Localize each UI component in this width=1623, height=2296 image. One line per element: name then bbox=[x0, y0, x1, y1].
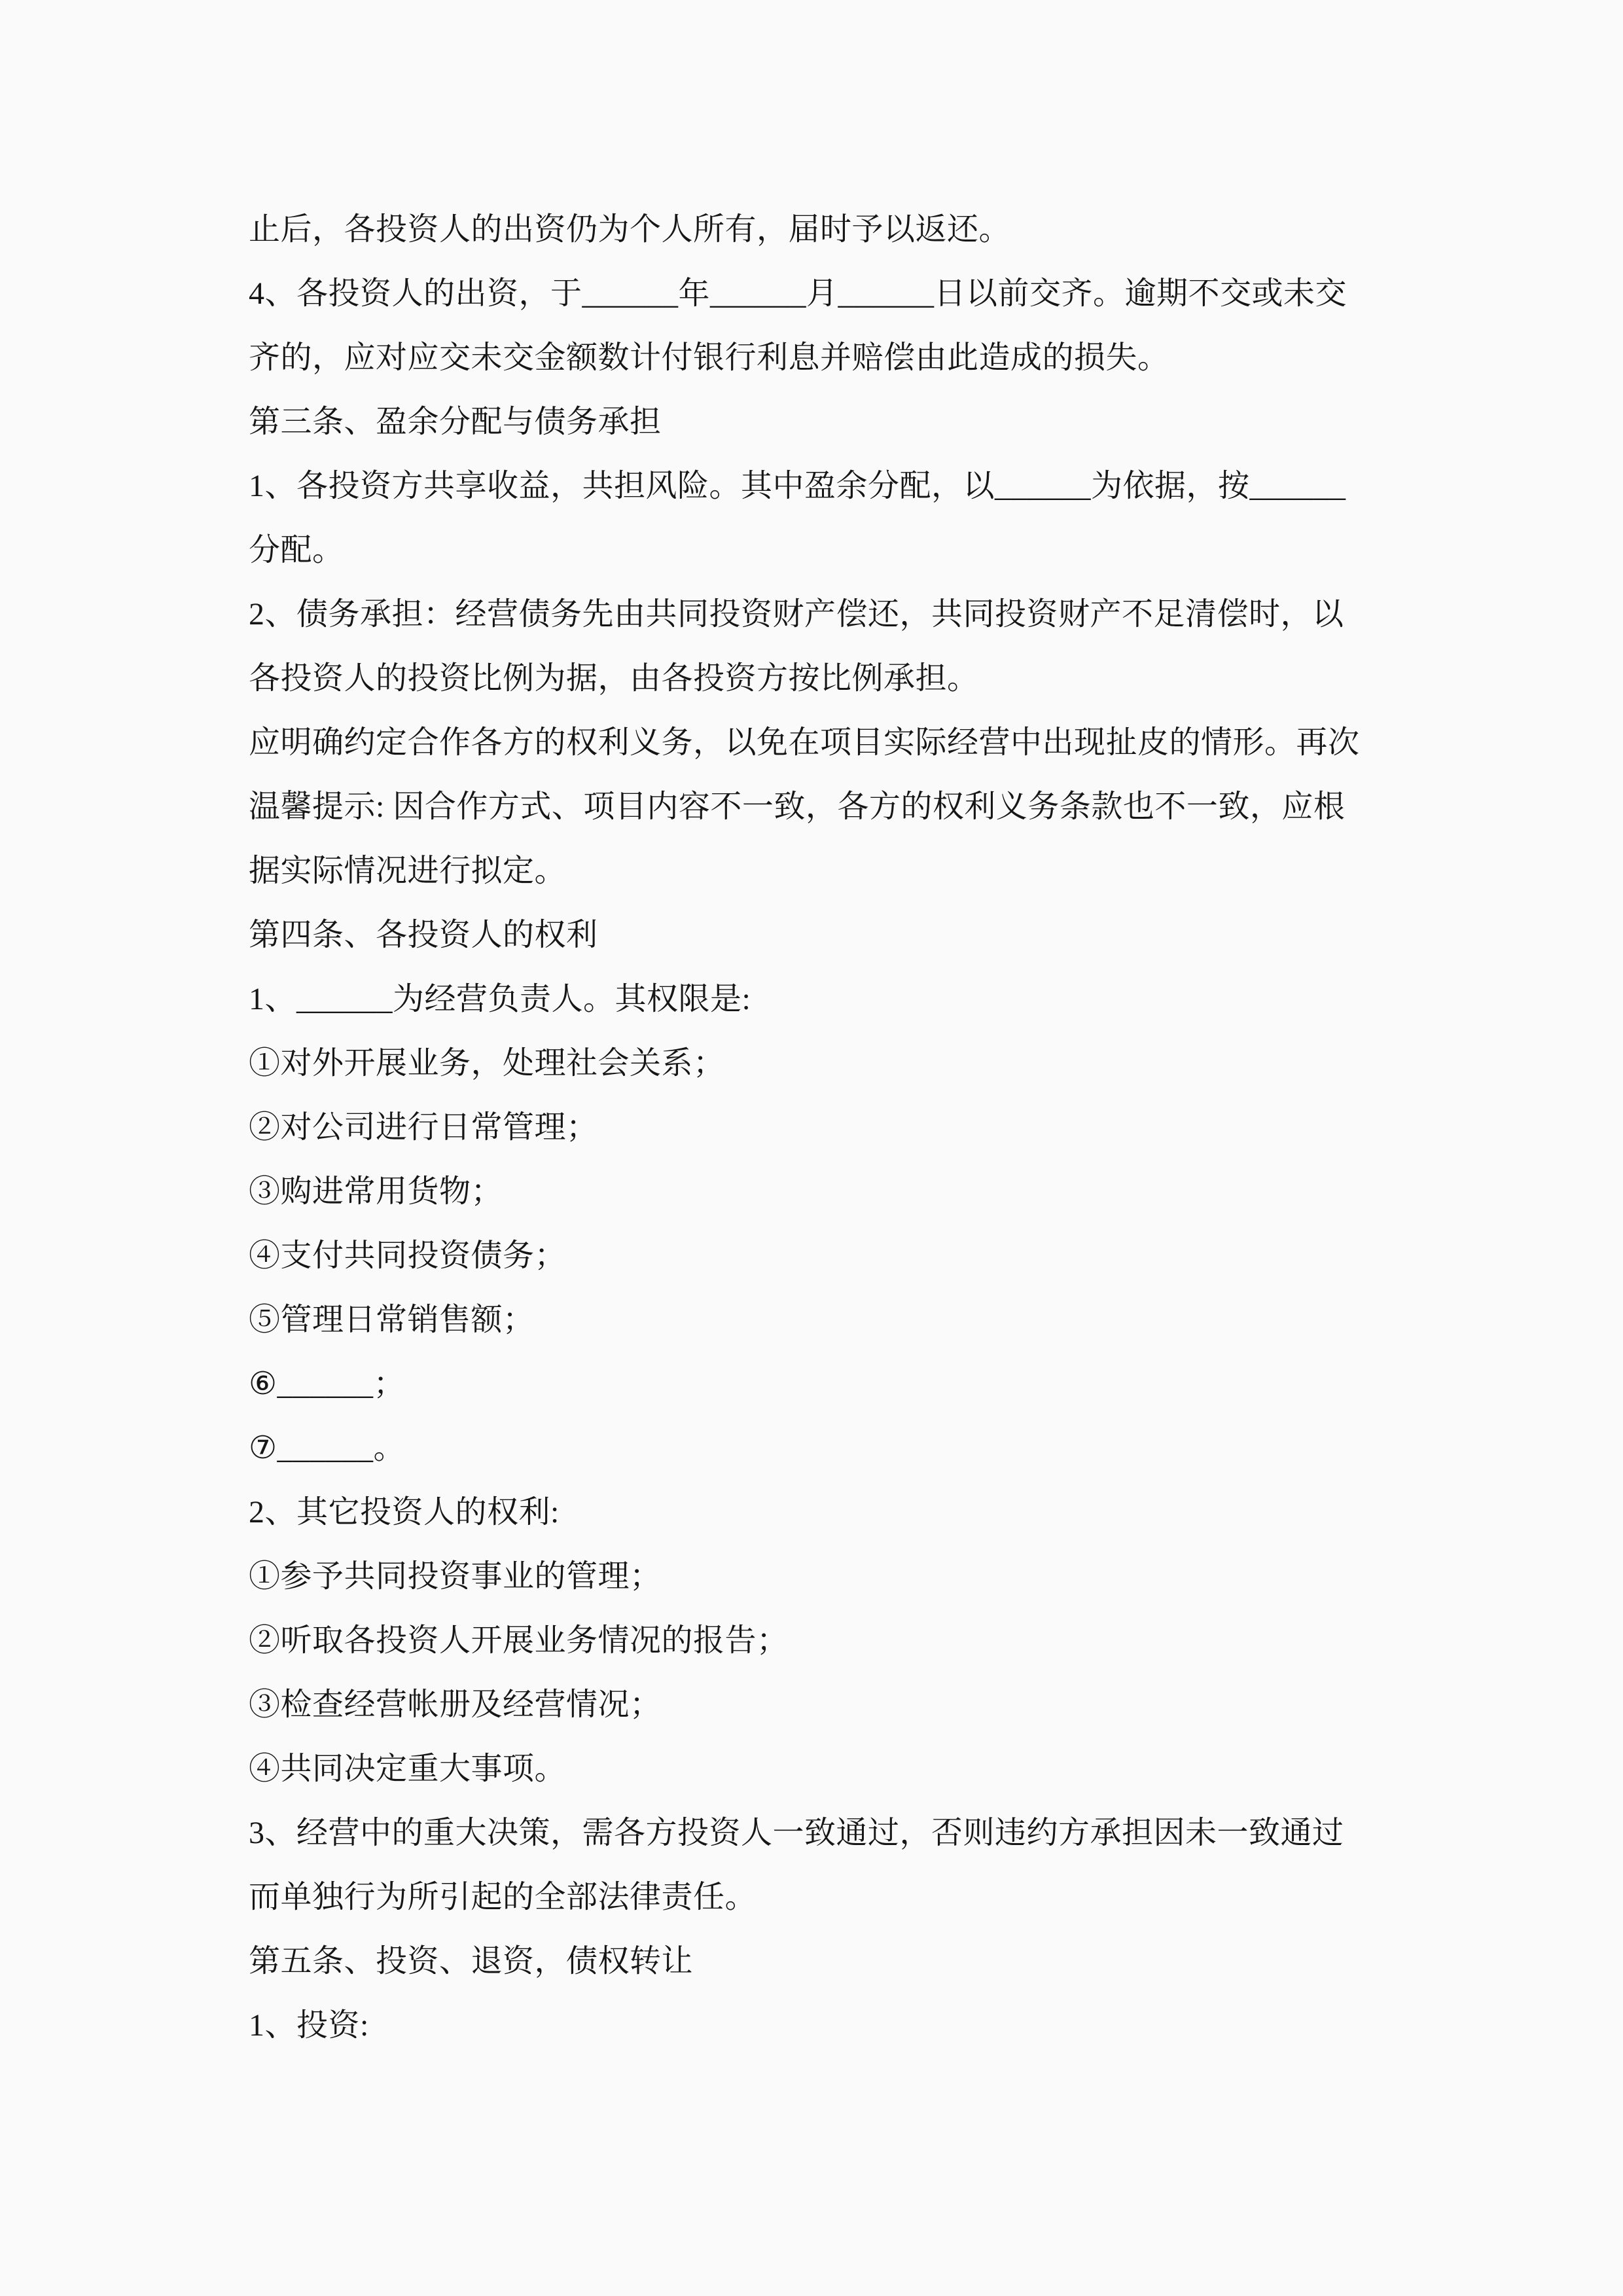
text-line: 据实际情况进行拟定。 bbox=[249, 853, 567, 888]
text-line: 1、投资: bbox=[249, 2008, 369, 2043]
text-line: 齐的，应对应交未交金额数计付银行利息并赔偿由此造成的损失。 bbox=[249, 340, 1169, 375]
list-item: ⑤管理日常销售额； bbox=[249, 1302, 535, 1337]
list-item: ①对外开展业务，处理社会关系； bbox=[249, 1046, 725, 1081]
text-line: 而单独行为所引起的全部法律责任。 bbox=[249, 1880, 757, 1914]
list-item: ②对公司进行日常管理； bbox=[249, 1110, 598, 1145]
list-item: ⑦______。 bbox=[249, 1431, 406, 1465]
section-heading: 第五条、投资、退资，债权转让 bbox=[249, 1944, 694, 1979]
list-item: ④支付共同投资债务； bbox=[249, 1238, 567, 1273]
document-text-block bbox=[249, 198, 1381, 2058]
text-line: 2、债务承担：经营债务先由共同投资财产偿还，共同投资财产不足清偿时，以 bbox=[249, 597, 1344, 632]
text-line: 温馨提示: 因合作方式、项目内容不一致，各方的权利义务条款也不一致，应根 bbox=[249, 789, 1346, 824]
text-line: 分配。 bbox=[249, 533, 344, 567]
text-line: 各投资人的投资比例为据，由各投资方按比例承担。 bbox=[249, 661, 979, 696]
text-line: 应明确约定合作各方的权利义务，以免在项目实际经营中出现扯皮的情形。再次 bbox=[249, 725, 1360, 760]
section-heading: 第三条、盈余分配与债务承担 bbox=[249, 404, 662, 439]
section-heading: 第四条、各投资人的权利 bbox=[249, 918, 598, 952]
text-line: 2、其它投资人的权利: bbox=[249, 1495, 560, 1530]
list-item: ③购进常用货物； bbox=[249, 1174, 503, 1209]
list-item: ④共同决定重大事项。 bbox=[249, 1751, 567, 1786]
text-line: 止后，各投资人的出资仍为个人所有，届时予以返还。 bbox=[249, 212, 1011, 247]
list-item: ③检查经营帐册及经营情况； bbox=[249, 1687, 662, 1722]
text-line: 4、各投资人的出资，于______年______月______日以前交齐。逾期不交或未交 bbox=[249, 276, 1347, 311]
list-item: ①参予共同投资事业的管理； bbox=[249, 1559, 662, 1594]
text-line: 1、______为经营负责人。其权限是: bbox=[249, 982, 751, 1016]
list-item: ⑥______； bbox=[249, 1367, 406, 1401]
text-line: 1、各投资方共享收益，共担风险。其中盈余分配，以______为依据，按______ bbox=[249, 469, 1346, 503]
text-line: 3、经营中的重大决策，需各方投资人一致通过，否则违约方承担因未一致通过 bbox=[249, 1816, 1344, 1850]
list-item: ②听取各投资人开展业务情况的报告； bbox=[249, 1623, 789, 1658]
